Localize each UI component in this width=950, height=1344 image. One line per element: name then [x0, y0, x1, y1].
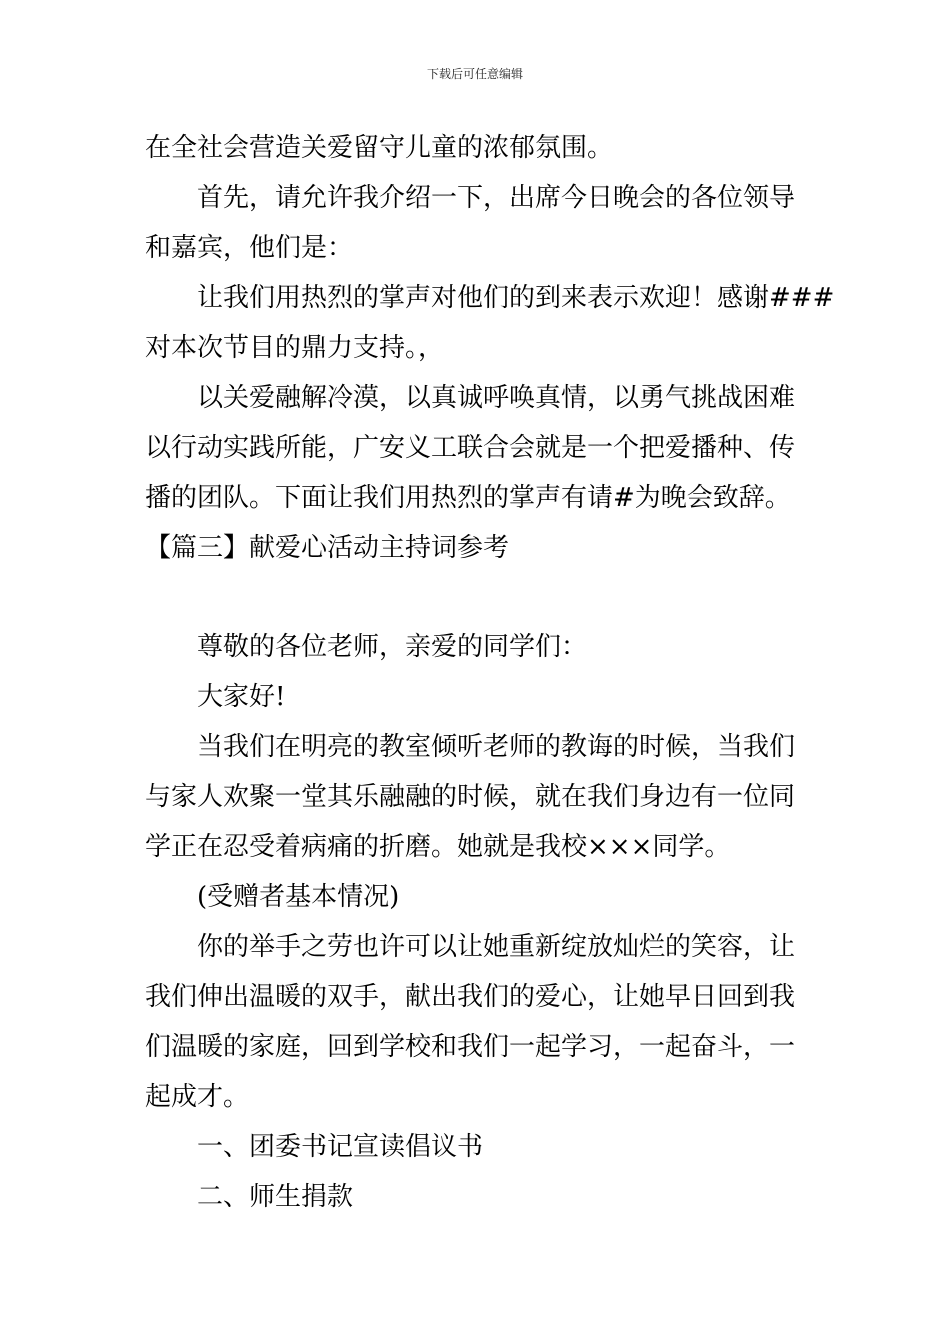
text-line: 学正在忍受着病痛的折磨。她就是我校×××同学。 [145, 832, 731, 862]
section-heading: 【篇三】献爱心活动主持词参考 [145, 533, 510, 563]
text-line: 对本次节目的鼎力支持。， [145, 333, 445, 363]
text-line: 播的团队。下面让我们用热烈的掌声有请#为晚会致辞。 [145, 483, 791, 513]
text-line: 和嘉宾，他们是： [145, 233, 354, 263]
text-line: 大家好! [197, 682, 286, 712]
page-header: 下载后可任意编辑 [426, 67, 523, 81]
text-line: 当我们在明亮的教室倾听老师的教诲的时候，当我们 [197, 732, 796, 762]
text-line: 们温暖的家庭，回到学校和我们一起学习，一起奋斗，一 [145, 1032, 796, 1062]
text-line: 让我们用热烈的掌声对他们的到来表示欢迎！感谢### [197, 283, 835, 313]
text-line: 起成才。 [145, 1082, 250, 1112]
text-line: 以关爱融解冷漠，以真诚呼唤真情，以勇气挑战困难 [197, 383, 796, 413]
text-line: (受赠者基本情况) [197, 882, 400, 912]
text-line: 以行动实践所能，广安义工联合会就是一个把爱播种、传 [145, 433, 796, 463]
text-line: 首先，请允许我介绍一下，出席今日晚会的各位领导 [197, 183, 796, 213]
text-line: 二、师生捐款 [197, 1182, 354, 1212]
text-line: 尊敬的各位老师，亲爱的同学们： [197, 632, 588, 662]
text-line: 我们伸出温暖的双手，献出我们的爱心，让她早日回到我 [145, 982, 796, 1012]
text-line: 一、团委书记宣读倡议书 [197, 1132, 484, 1162]
text-line: 与家人欢聚一堂其乐融融的时候，就在我们身边有一位同 [145, 782, 796, 812]
text-line: 你的举手之劳也许可以让她重新绽放灿烂的笑容，让 [197, 932, 796, 962]
text-line: 在全社会营造关爱留守儿童的浓郁氛围。 [145, 133, 614, 163]
